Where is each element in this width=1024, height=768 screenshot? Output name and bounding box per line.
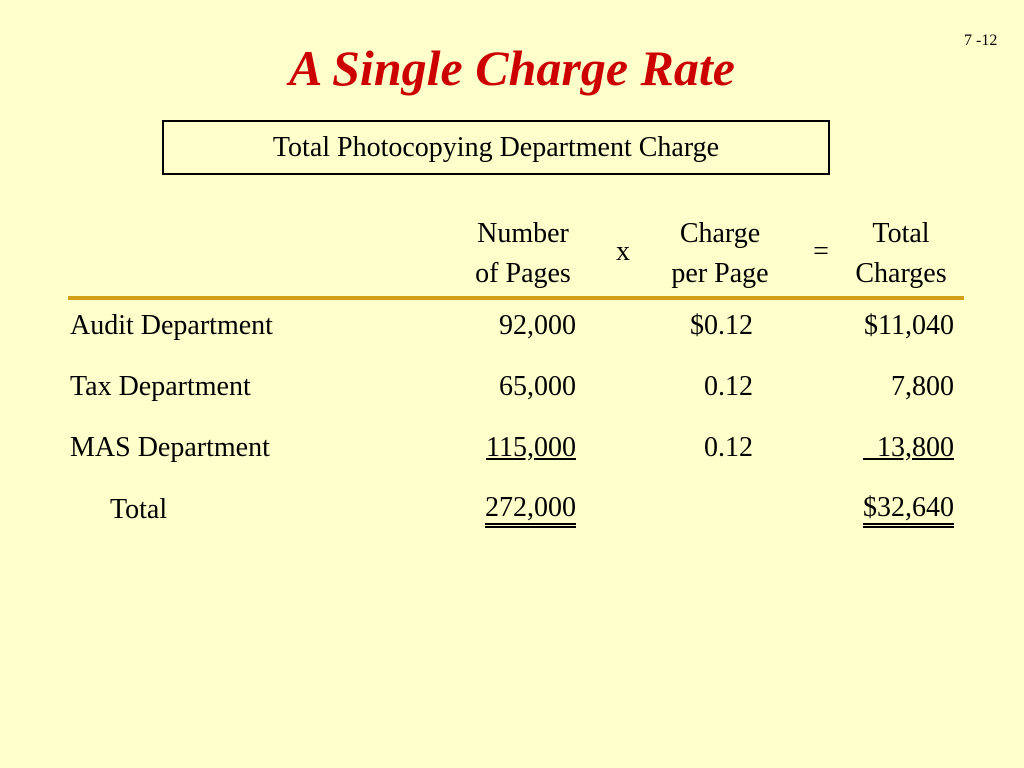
- row-total-mas-wrap: [863, 431, 954, 465]
- column-header-pages-line2: of Pages: [475, 258, 571, 289]
- column-header-total: [836, 214, 966, 294]
- slide-number: 7 -12: [964, 32, 998, 49]
- slide-title: A Single Charge Rate: [289, 40, 735, 96]
- times-operator: x: [616, 236, 630, 267]
- row-pages-total: 272,000: [485, 493, 576, 528]
- boxed-heading: Total Photocopying Department Charge: [162, 120, 830, 175]
- equals-operator: =: [813, 236, 829, 267]
- row-total-mas-underline: [863, 432, 877, 463]
- row-pages-audit: 92,000: [499, 310, 576, 341]
- column-header-pages-line1: Number: [477, 218, 569, 249]
- column-header-charge-line2: per Page: [671, 258, 769, 289]
- header-divider: [68, 296, 964, 300]
- row-total-audit: $11,040: [864, 310, 954, 341]
- row-label-tax: Tax Department: [70, 371, 251, 402]
- row-total-mas: 13,800: [877, 432, 954, 463]
- row-label-total: Total: [110, 494, 168, 525]
- column-header-pages: [453, 214, 593, 294]
- row-charge-audit: $0.12: [690, 310, 753, 341]
- row-total-tax: 7,800: [891, 371, 954, 402]
- row-pages-tax: 65,000: [499, 371, 576, 402]
- row-charge-mas: 0.12: [704, 432, 753, 463]
- column-header-total-line2: Charges: [855, 258, 947, 289]
- column-header-charge: [650, 214, 790, 294]
- row-label-mas: MAS Department: [70, 432, 270, 463]
- row-label-audit: Audit Department: [70, 310, 273, 341]
- row-charge-tax: 0.12: [704, 371, 753, 402]
- row-pages-mas: 115,000: [486, 432, 576, 463]
- column-header-total-line1: Total: [872, 218, 930, 249]
- column-header-charge-line1: Charge: [679, 218, 761, 249]
- row-total-grand: $32,640: [863, 493, 954, 528]
